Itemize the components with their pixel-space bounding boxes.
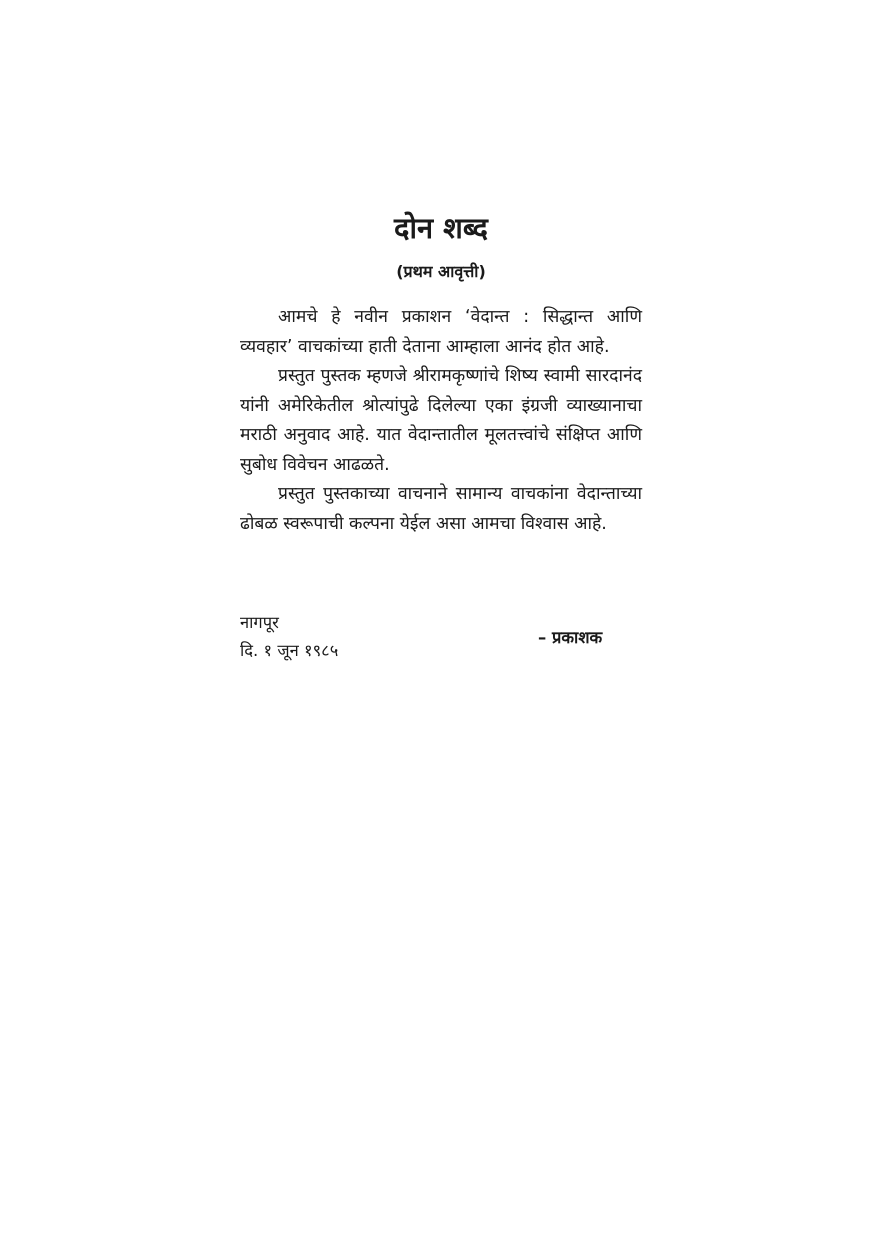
publisher-signature: – प्रकाशक bbox=[538, 628, 603, 647]
page-title: दोन शब्द bbox=[394, 211, 488, 245]
paragraph-3: प्रस्तुत पुस्तकाच्या वाचनाने सामान्य वाचकांना वेदान्ताच्या ढोबळ स्वरूपाची कल्पना येईल असा आमचा विश्वास आहे. bbox=[240, 484, 642, 534]
paragraph-1: आमचे हे नवीन प्रकाशन ‘वेदान्त : सिद्धान्त आणि व्यवहार’ वाचकांच्या हाती देताना आम्हाला आनंद होत आहे. bbox=[240, 307, 642, 357]
publication-date: दि. १ जून १९८५ bbox=[240, 641, 339, 660]
edition-subtitle: (प्रथम आवृत्ती) bbox=[396, 262, 486, 281]
place-of-publication: नागपूर bbox=[240, 613, 279, 632]
paragraph-2: प्रस्तुत पुस्तक म्हणजे श्रीरामकृष्णांचे शिष्य स्वामी सारदानंद यांनी अमेरिकेतील श्रोत्यांपुढे दिलेल्या एका इंग्रजी व्याख्यानाचा मराठी अनुवाद आहे. यात वेदान्तातील मूलतत्त्वांचे संक्षिप्त आणि सुबोध विवेचन आढळते. bbox=[240, 366, 642, 475]
preface-body bbox=[240, 303, 642, 539]
